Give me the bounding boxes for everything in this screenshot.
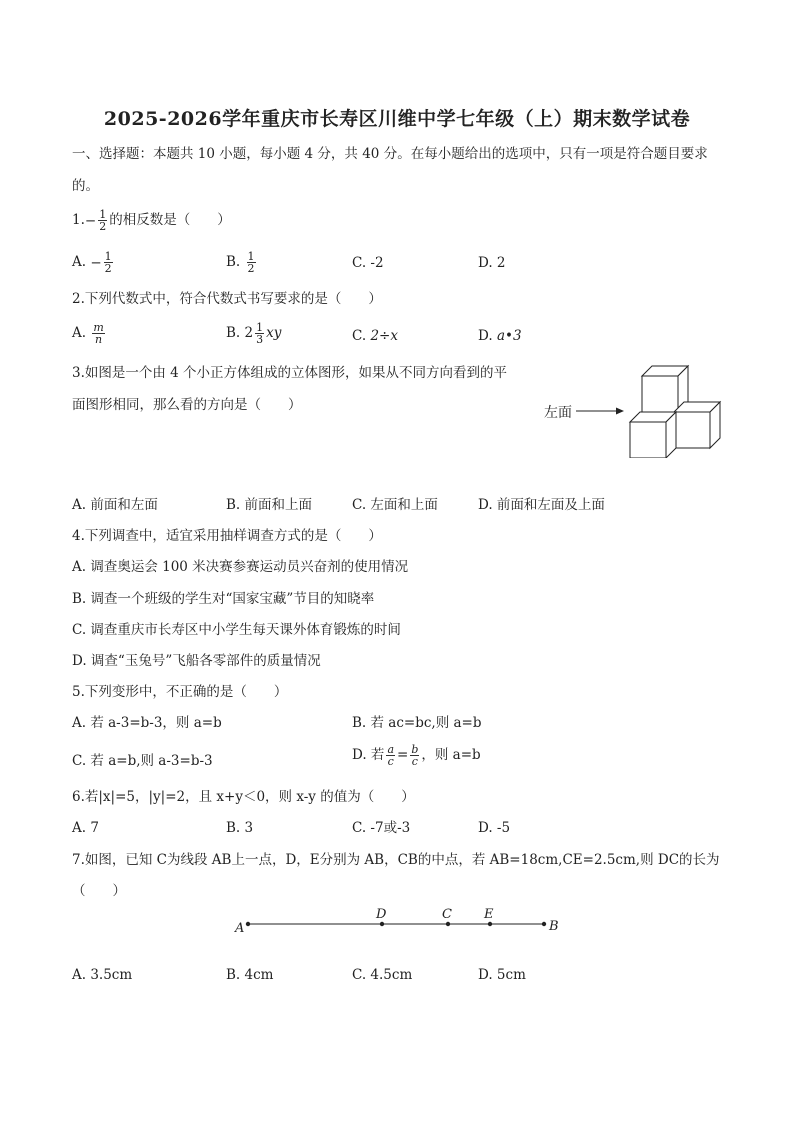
top-cube-front xyxy=(642,376,678,412)
section-instructions-line2: 的。 xyxy=(72,178,99,194)
question-7-stem-line2: （ ） xyxy=(72,883,126,899)
question-7-option-b[interactable]: B. 4cm xyxy=(226,967,274,983)
question-1-option-c[interactable]: C. -2 xyxy=(352,255,384,271)
label-d: D xyxy=(376,907,387,922)
question-3-option-b[interactable]: B. 前面和上面 xyxy=(226,497,313,513)
question-7-option-c[interactable]: C. 4.5cm xyxy=(352,967,413,983)
question-6-option-c[interactable]: C. -7或-3 xyxy=(352,820,411,836)
question-2-option-d[interactable]: D. a•3 xyxy=(478,328,522,344)
question-5-option-a[interactable]: A. 若 a-3=b-3，则 a=b xyxy=(72,715,222,731)
fraction: $\frac{1}{2}$ xyxy=(99,208,107,233)
point-e xyxy=(488,922,492,926)
question-2-option-c[interactable]: C. 2÷x xyxy=(352,328,398,344)
question-4-stem: 4.下列调查中，适宜采用抽样调查方式的是（ ） xyxy=(72,528,382,544)
question-6-option-d[interactable]: D. -5 xyxy=(478,820,511,836)
page-title: 2025-2026学年重庆市长寿区川维中学七年级（上）期末数学试卷 xyxy=(103,108,691,130)
question-2-stem: 2.下列代数式中，符合代数式书写要求的是（ ） xyxy=(72,291,382,307)
label-a: A xyxy=(235,921,245,936)
question-1-option-a[interactable]: A. − $\frac{1}{2}$ xyxy=(72,250,112,275)
question-5-option-c[interactable]: C. 若 a=b,则 a-3=b-3 xyxy=(72,753,213,769)
point-a xyxy=(246,922,250,926)
question-7-stem-line1: 7.如图，已知 C为线段 AB上一点，D，E分别为 AB，CB的中点，若 AB=18cm,CE=2.5cm,则 DC的长为 xyxy=(72,852,720,868)
question-3-option-d[interactable]: D. 前面和左面及上面 xyxy=(478,497,605,513)
cube-figure xyxy=(540,362,730,458)
question-6-option-b[interactable]: B. 3 xyxy=(226,820,254,836)
left-face-label: 左面 xyxy=(544,405,572,421)
question-7-option-d[interactable]: D. 5cm xyxy=(478,967,526,983)
question-2-option-a[interactable]: A. $\frac{m}{n}$ xyxy=(72,321,104,346)
question-1-option-d[interactable]: D. 2 xyxy=(478,255,506,271)
question-2-option-b[interactable]: B. 2 $\frac{1}{3}$ xy xyxy=(226,321,282,346)
question-6-option-a[interactable]: A. 7 xyxy=(72,820,99,836)
question-4-option-a[interactable]: A. 调查奥运会 100 米决赛参赛运动员兴奋剂的使用情况 xyxy=(72,559,409,575)
question-5-option-d[interactable]: D. 若 $\frac{a}{c}$ = $\frac{b}{c}$ ，则 a=b xyxy=(352,743,481,768)
question-4-option-d[interactable]: D. 调查“玉兔号”飞船各零部件的质量情况 xyxy=(72,653,321,669)
question-1-option-b[interactable]: B. $\frac{1}{2}$ xyxy=(226,250,255,275)
label-e: E xyxy=(484,907,494,922)
question-7-option-a[interactable]: A. 3.5cm xyxy=(72,967,133,983)
label-c: C xyxy=(442,907,452,922)
question-5-stem: 5.下列变形中，不正确的是（ ） xyxy=(72,684,288,700)
question-4-option-b[interactable]: B. 调查一个班级的学生对“国家宝藏”节目的知晓率 xyxy=(72,591,375,607)
cubes xyxy=(630,366,720,458)
right-cube-front xyxy=(674,412,710,448)
front-cube-front xyxy=(630,422,666,458)
question-3-stem-line1: 3.如图是一个由 4 个小正方体组成的立体图形，如果从不同方向看到的平 xyxy=(72,365,508,381)
question-1-stem: 1.− $\frac{1}{2}$ 的相反数是（ ） xyxy=(72,208,231,233)
view-arrow-head xyxy=(616,408,624,415)
point-d xyxy=(380,922,384,926)
question-3-option-a[interactable]: A. 前面和左面 xyxy=(72,497,158,513)
question-4-option-c[interactable]: C. 调查重庆市长寿区中小学生每天课外体育锻炼的时间 xyxy=(72,622,401,638)
label-b: B xyxy=(549,919,559,934)
question-3-option-c[interactable]: C. 左面和上面 xyxy=(352,497,438,513)
section-instructions-line1: 一、选择题：本题共 10 小题，每小题 4 分，共 40 分。在每小题给出的选项中，只有一项是符合题目要求 xyxy=(72,146,708,162)
point-b xyxy=(542,922,546,926)
segment-figure xyxy=(226,902,572,942)
point-c xyxy=(446,922,450,926)
question-5-option-b[interactable]: B. 若 ac=bc,则 a=b xyxy=(352,715,482,731)
question-3-stem-line2: 面图形相同，那么看的方向是（ ） xyxy=(72,397,302,413)
question-6-stem: 6.若|x|=5，|y|=2，且 x+y＜0，则 x-y 的值为（ ） xyxy=(72,789,415,805)
